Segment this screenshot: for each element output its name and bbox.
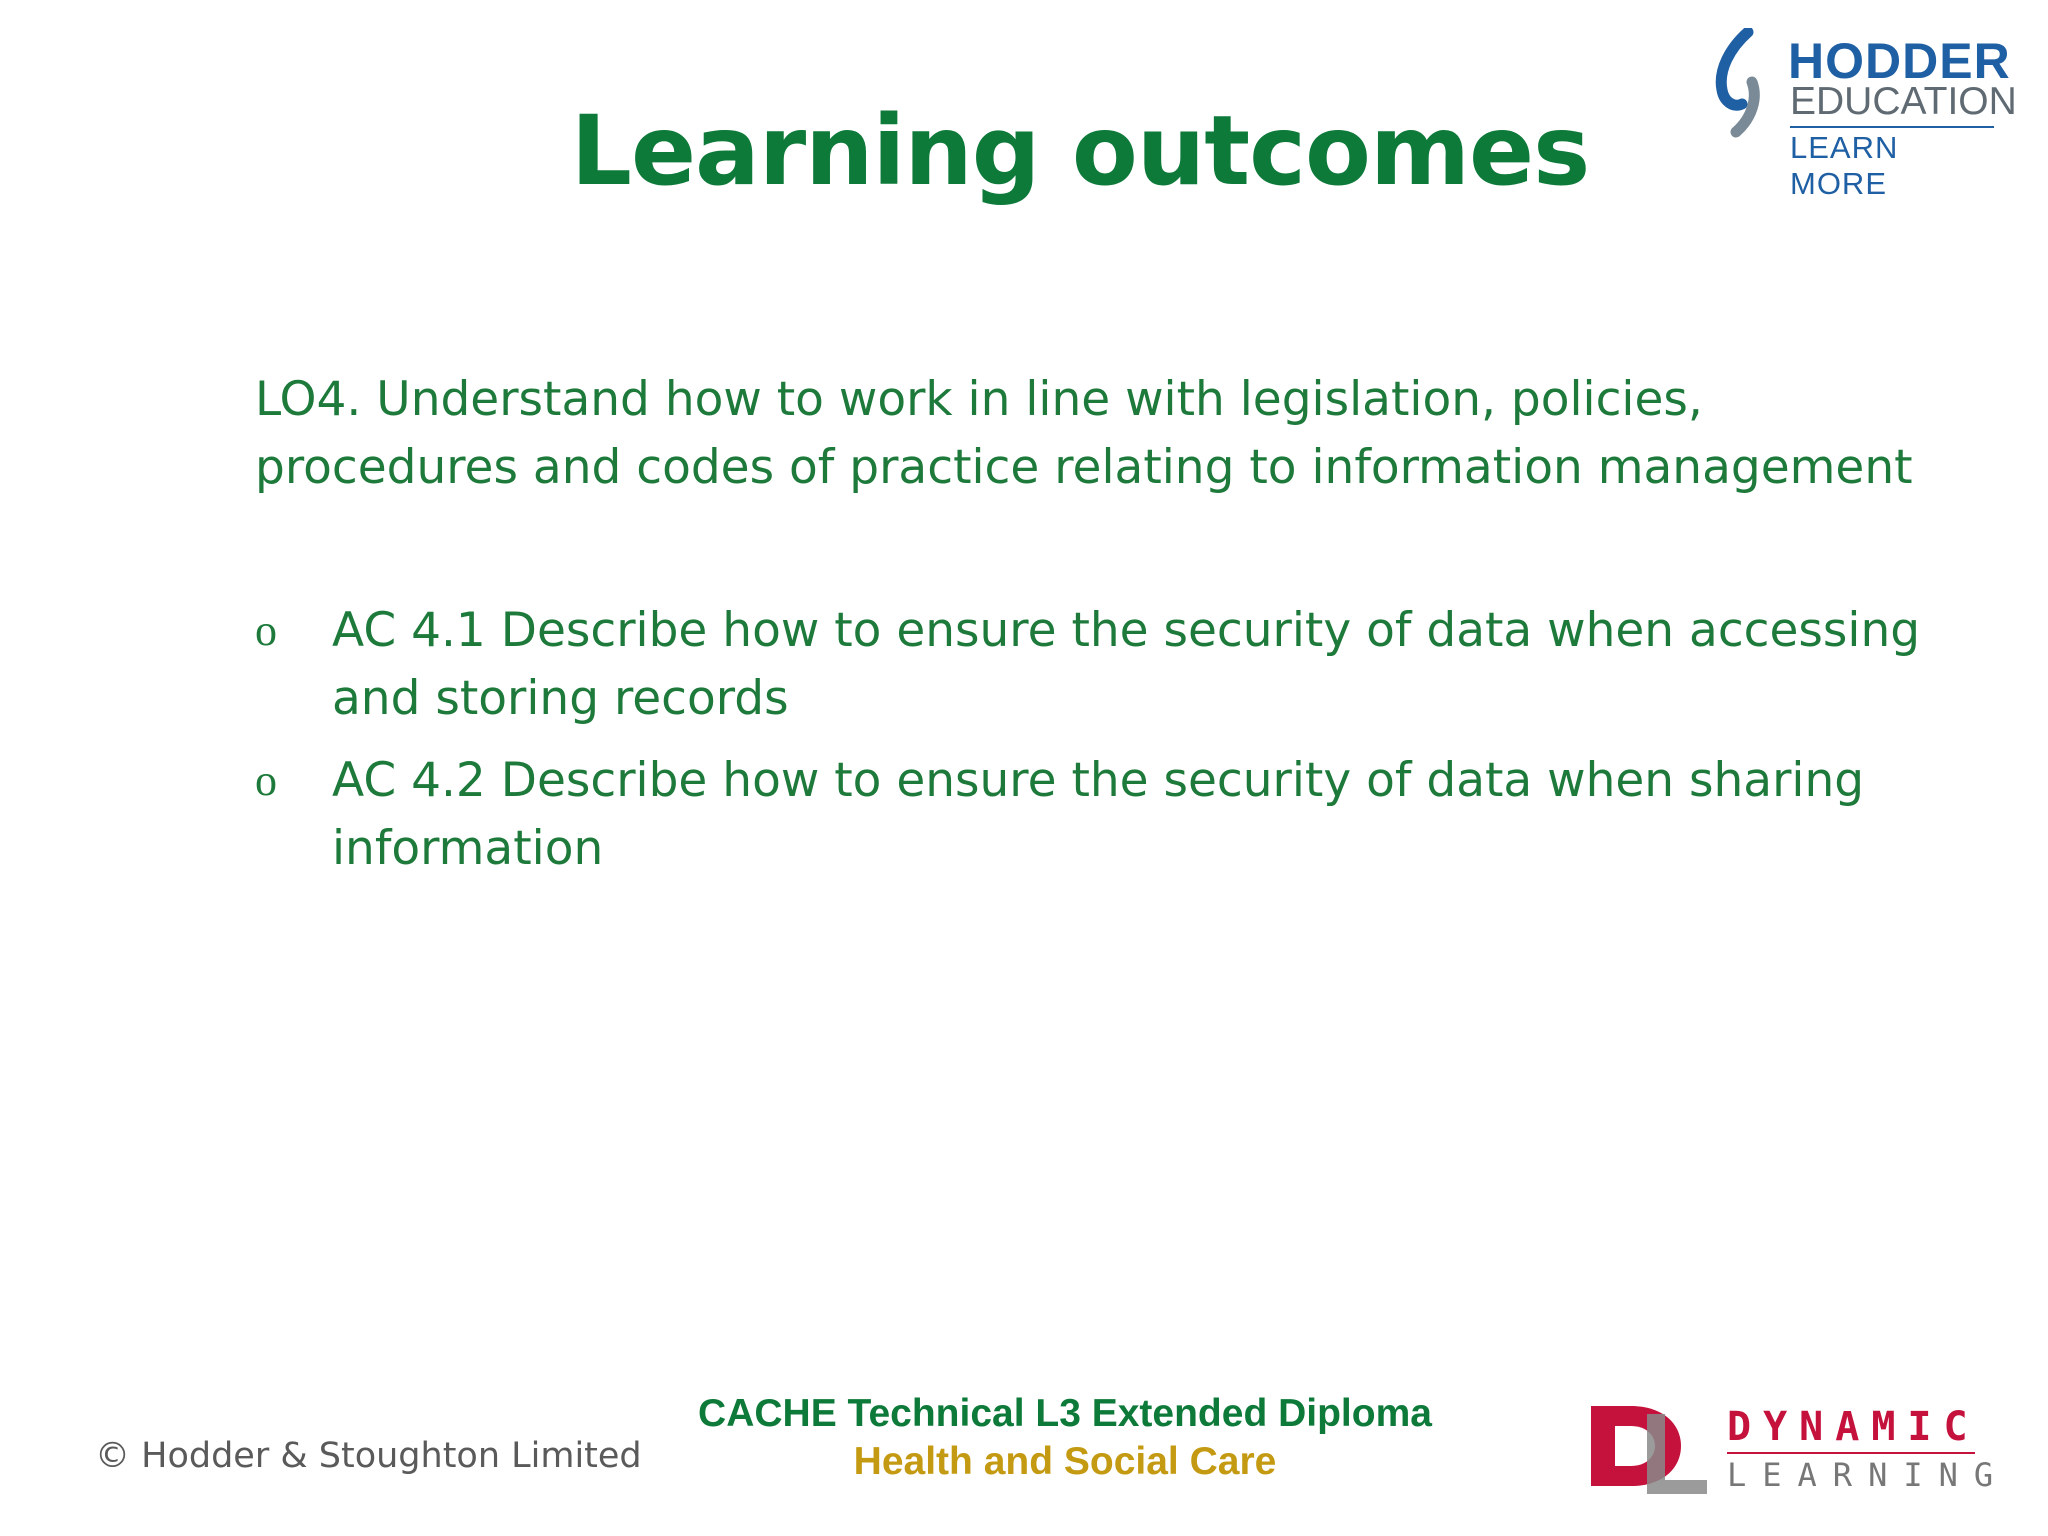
dynamic-learning-word-dynamic: DYNAMIC [1727,1404,1980,1450]
dynamic-learning-dl-icon [1585,1396,1710,1496]
course-subject: Health and Social Care [853,1440,1277,1483]
hodder-logo-word-education: EDUCATION [1790,80,2017,123]
slide-title: Learning outcomes [570,95,1590,207]
hollow-bullet-icon: o [255,606,277,655]
hodder-logo-tagline: LEARN MORE [1790,130,1899,201]
course-name: CACHE Technical L3 Extended Diploma [698,1392,1432,1435]
course-footer [640,1390,1490,1486]
criteria-item [255,597,1935,733]
criteria-item-text: AC 4.1 Describe how to ensure the security of data when accessing and storing records [332,603,1921,726]
assessment-criteria-list [255,597,1935,897]
dynamic-learning-divider [1727,1452,1975,1454]
dynamic-learning-word-learning: LEARNING [1727,1456,2010,1494]
learning-outcome-text: LO4. Understand how to work in line with legislation, policies, procedures and codes of practice relating to information management [255,372,1913,495]
dynamic-learning-logo [1585,1396,2010,1506]
criteria-item [255,747,1935,883]
hollow-bullet-icon: o [255,756,277,805]
criteria-item-text: AC 4.2 Describe how to ensure the security of data when sharing information [332,753,1865,876]
copyright-notice: © Hodder & Stoughton Limited [95,1436,642,1476]
hodder-logo-word-hodder: HODDER [1788,33,2011,89]
